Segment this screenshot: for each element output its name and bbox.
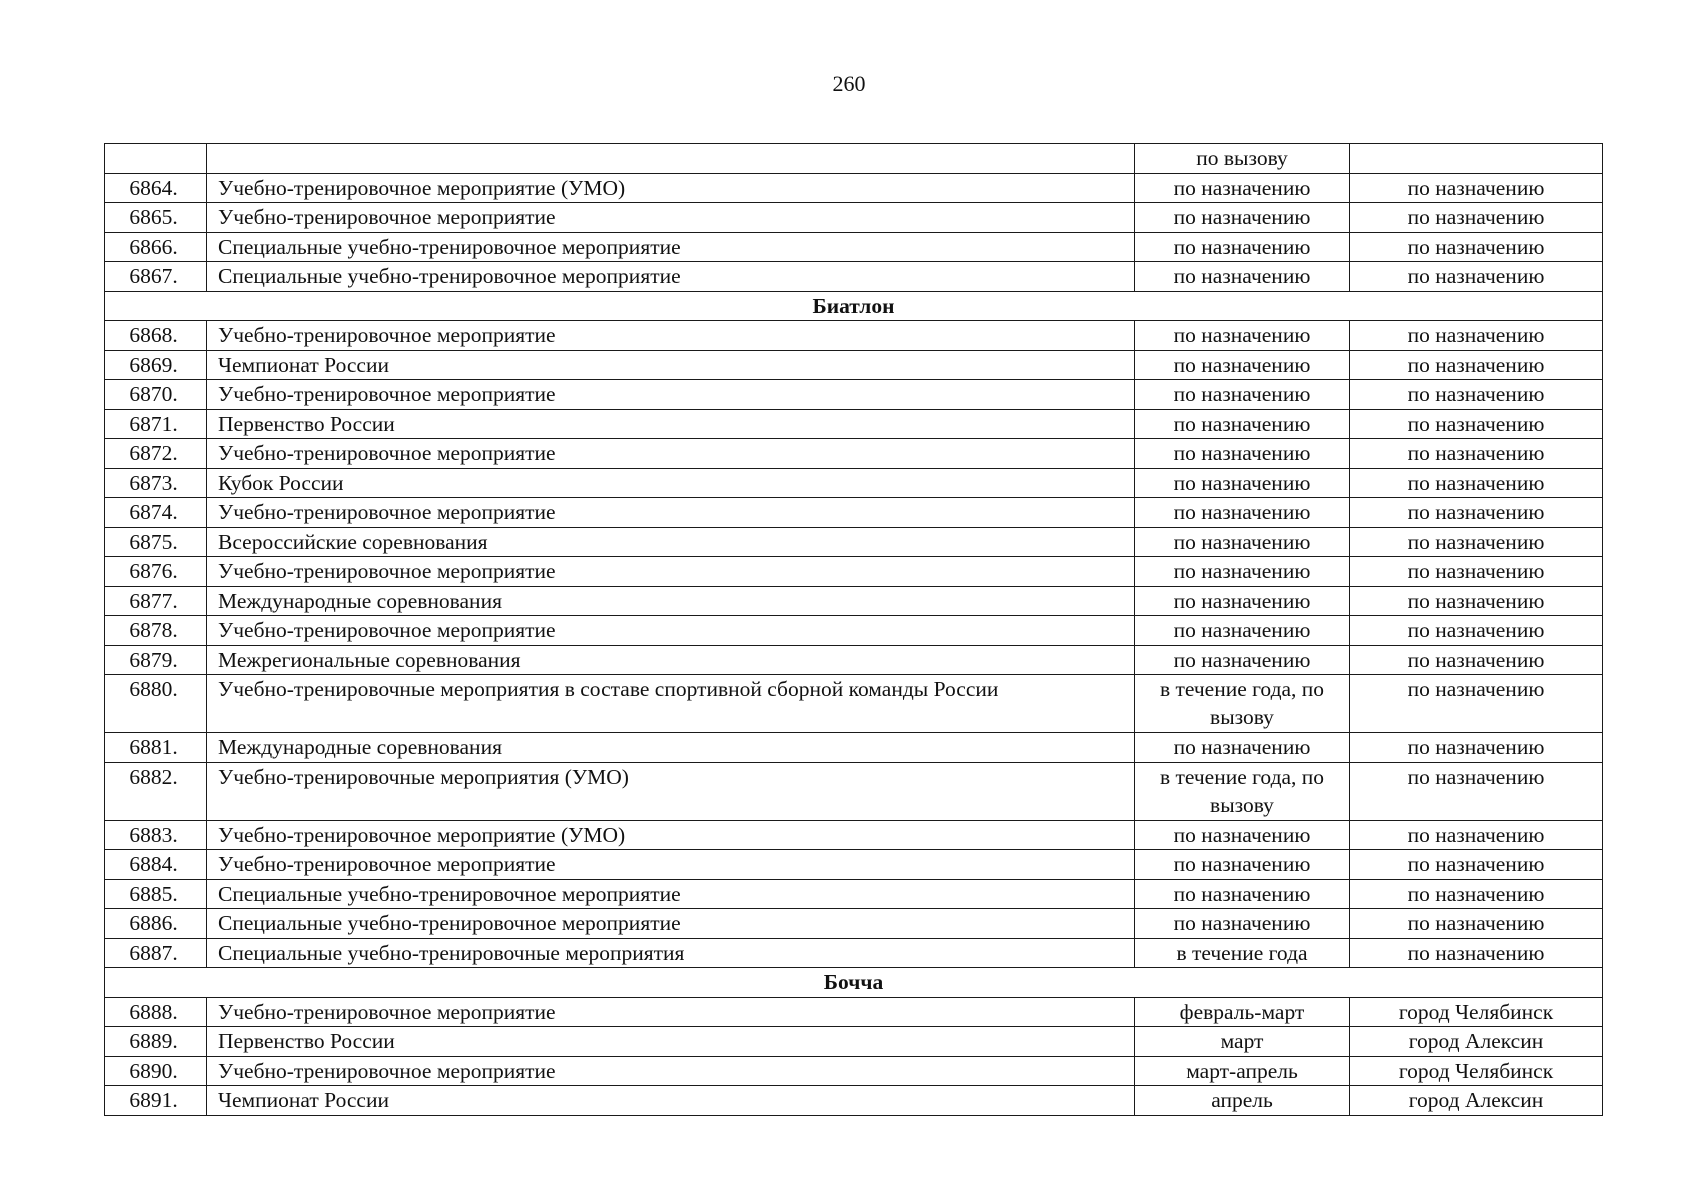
event-number-cell: 6877.: [105, 586, 207, 616]
event-name-cell: Учебно-тренировочное мероприятие: [207, 439, 1135, 469]
table-row: [105, 909, 1603, 939]
table-row: [105, 557, 1603, 587]
event-number-cell: 6872.: [105, 439, 207, 469]
event-name-cell: Учебно-тренировочное мероприятие: [207, 997, 1135, 1027]
event-number-cell: 6873.: [105, 468, 207, 498]
event-place-cell: по назначению: [1350, 879, 1603, 909]
event-place-cell: по назначению: [1350, 203, 1603, 233]
event-place-cell: по назначению: [1350, 439, 1603, 469]
table-row: [105, 439, 1603, 469]
event-number-cell: 6868.: [105, 321, 207, 351]
event-number-cell: 6869.: [105, 350, 207, 380]
event-name-cell: Чемпионат России: [207, 350, 1135, 380]
event-place-cell: по назначению: [1350, 557, 1603, 587]
event-name-cell: Учебно-тренировочные мероприятия в составе спортивной сборной команды России: [207, 675, 1135, 733]
event-name-cell: Учебно-тренировочное мероприятие: [207, 380, 1135, 410]
event-place-cell: по назначению: [1350, 645, 1603, 675]
event-date-cell: февраль-март: [1135, 997, 1350, 1027]
event-name-cell: Учебно-тренировочное мероприятие: [207, 557, 1135, 587]
event-place-cell: по назначению: [1350, 173, 1603, 203]
event-name-cell: Специальные учебно-тренировочное мероприятие: [207, 909, 1135, 939]
table-row: [105, 762, 1603, 820]
event-date-cell: по назначению: [1135, 527, 1350, 557]
section-header-row: [105, 291, 1603, 321]
event-name-cell: Кубок России: [207, 468, 1135, 498]
table-row: [105, 321, 1603, 351]
section-title: Биатлон: [105, 291, 1603, 321]
table-row: [105, 1056, 1603, 1086]
table-row: [105, 616, 1603, 646]
section-header-row: [105, 968, 1603, 998]
table-row: [105, 498, 1603, 528]
event-name-cell: Международные соревнования: [207, 586, 1135, 616]
event-name-cell: Чемпионат России: [207, 1086, 1135, 1116]
event-name-cell: Межрегиональные соревнования: [207, 645, 1135, 675]
table-row: [105, 675, 1603, 733]
event-name-cell: Специальные учебно-тренировочные мероприятия: [207, 938, 1135, 968]
event-place-cell: по назначению: [1350, 262, 1603, 292]
event-place-cell: город Алексин: [1350, 1086, 1603, 1116]
event-date-cell: по назначению: [1135, 586, 1350, 616]
table-row: [105, 144, 1603, 174]
event-place-cell: по назначению: [1350, 380, 1603, 410]
event-name-cell: Специальные учебно-тренировочное мероприятие: [207, 262, 1135, 292]
event-place-cell: по назначению: [1350, 909, 1603, 939]
event-number-cell: 6878.: [105, 616, 207, 646]
event-date-cell: по назначению: [1135, 350, 1350, 380]
event-number-cell: 6875.: [105, 527, 207, 557]
event-name-cell: Учебно-тренировочное мероприятие: [207, 203, 1135, 233]
event-number-cell: 6889.: [105, 1027, 207, 1057]
event-date-cell: по назначению: [1135, 850, 1350, 880]
event-number-cell: 6865.: [105, 203, 207, 233]
event-date-cell: по назначению: [1135, 733, 1350, 763]
event-number-cell: 6864.: [105, 173, 207, 203]
table-row: [105, 527, 1603, 557]
event-number-cell: 6880.: [105, 675, 207, 733]
event-name-cell: Учебно-тренировочные мероприятия (УМО): [207, 762, 1135, 820]
events-table-body: [105, 144, 1603, 1116]
event-number-cell: 6866.: [105, 232, 207, 262]
event-date-cell: по назначению: [1135, 173, 1350, 203]
table-row: [105, 820, 1603, 850]
event-number-cell: 6887.: [105, 938, 207, 968]
event-name-cell: Учебно-тренировочное мероприятие (УМО): [207, 173, 1135, 203]
event-number-cell: [105, 144, 207, 174]
event-place-cell: по назначению: [1350, 468, 1603, 498]
event-place-cell: [1350, 144, 1603, 174]
event-date-cell: по назначению: [1135, 909, 1350, 939]
event-date-cell: по назначению: [1135, 820, 1350, 850]
section-title: Бочча: [105, 968, 1603, 998]
table-row: [105, 645, 1603, 675]
table-row: [105, 468, 1603, 498]
event-place-cell: по назначению: [1350, 616, 1603, 646]
event-name-cell: Специальные учебно-тренировочное мероприятие: [207, 879, 1135, 909]
event-place-cell: по назначению: [1350, 409, 1603, 439]
event-number-cell: 6888.: [105, 997, 207, 1027]
table-row: [105, 586, 1603, 616]
table-row: [105, 1086, 1603, 1116]
event-number-cell: 6882.: [105, 762, 207, 820]
event-date-cell: в течение года, по вызову: [1135, 675, 1350, 733]
events-table: [104, 143, 1603, 1116]
event-name-cell: [207, 144, 1135, 174]
table-row: [105, 232, 1603, 262]
event-date-cell: по назначению: [1135, 232, 1350, 262]
event-date-cell: по назначению: [1135, 498, 1350, 528]
event-number-cell: 6885.: [105, 879, 207, 909]
event-date-cell: в течение года: [1135, 938, 1350, 968]
event-date-cell: по назначению: [1135, 203, 1350, 233]
table-row: [105, 1027, 1603, 1057]
event-place-cell: по назначению: [1350, 938, 1603, 968]
event-date-cell: по назначению: [1135, 321, 1350, 351]
event-name-cell: Первенство России: [207, 1027, 1135, 1057]
event-number-cell: 6870.: [105, 380, 207, 410]
event-name-cell: Учебно-тренировочное мероприятие: [207, 1056, 1135, 1086]
event-date-cell: апрель: [1135, 1086, 1350, 1116]
event-place-cell: по назначению: [1350, 498, 1603, 528]
event-name-cell: Учебно-тренировочное мероприятие: [207, 498, 1135, 528]
event-name-cell: Учебно-тренировочное мероприятие: [207, 616, 1135, 646]
event-date-cell: март-апрель: [1135, 1056, 1350, 1086]
event-place-cell: по назначению: [1350, 586, 1603, 616]
event-place-cell: город Челябинск: [1350, 1056, 1603, 1086]
table-row: [105, 173, 1603, 203]
event-number-cell: 6890.: [105, 1056, 207, 1086]
event-place-cell: город Челябинск: [1350, 997, 1603, 1027]
event-date-cell: по назначению: [1135, 409, 1350, 439]
event-place-cell: по назначению: [1350, 820, 1603, 850]
event-place-cell: по назначению: [1350, 321, 1603, 351]
table-row: [105, 938, 1603, 968]
event-number-cell: 6871.: [105, 409, 207, 439]
event-number-cell: 6874.: [105, 498, 207, 528]
event-number-cell: 6886.: [105, 909, 207, 939]
event-name-cell: Учебно-тренировочное мероприятие: [207, 850, 1135, 880]
event-date-cell: по назначению: [1135, 616, 1350, 646]
table-row: [105, 879, 1603, 909]
event-date-cell: март: [1135, 1027, 1350, 1057]
event-place-cell: город Алексин: [1350, 1027, 1603, 1057]
table-row: [105, 203, 1603, 233]
event-date-cell: по назначению: [1135, 557, 1350, 587]
event-date-cell: по назначению: [1135, 879, 1350, 909]
event-number-cell: 6876.: [105, 557, 207, 587]
event-date-cell: в течение года, по вызову: [1135, 762, 1350, 820]
table-row: [105, 850, 1603, 880]
event-date-cell: по назначению: [1135, 645, 1350, 675]
event-place-cell: по назначению: [1350, 850, 1603, 880]
event-place-cell: по назначению: [1350, 762, 1603, 820]
event-number-cell: 6891.: [105, 1086, 207, 1116]
event-place-cell: по назначению: [1350, 232, 1603, 262]
event-number-cell: 6884.: [105, 850, 207, 880]
event-date-cell: по назначению: [1135, 468, 1350, 498]
event-name-cell: Первенство России: [207, 409, 1135, 439]
event-place-cell: по назначению: [1350, 733, 1603, 763]
table-row: [105, 997, 1603, 1027]
event-date-cell: по назначению: [1135, 262, 1350, 292]
table-row: [105, 262, 1603, 292]
event-date-cell: по вызову: [1135, 144, 1350, 174]
event-date-cell: по назначению: [1135, 439, 1350, 469]
event-number-cell: 6867.: [105, 262, 207, 292]
table-row: [105, 409, 1603, 439]
event-name-cell: Международные соревнования: [207, 733, 1135, 763]
event-name-cell: Всероссийские соревнования: [207, 527, 1135, 557]
event-number-cell: 6879.: [105, 645, 207, 675]
page-number: 260: [832, 71, 866, 96]
table-row: [105, 380, 1603, 410]
event-number-cell: 6881.: [105, 733, 207, 763]
event-place-cell: по назначению: [1350, 675, 1603, 733]
event-place-cell: по назначению: [1350, 350, 1603, 380]
event-number-cell: 6883.: [105, 820, 207, 850]
event-name-cell: Учебно-тренировочное мероприятие: [207, 321, 1135, 351]
event-place-cell: по назначению: [1350, 527, 1603, 557]
event-name-cell: Специальные учебно-тренировочное мероприятие: [207, 232, 1135, 262]
table-row: [105, 350, 1603, 380]
event-date-cell: по назначению: [1135, 380, 1350, 410]
event-name-cell: Учебно-тренировочное мероприятие (УМО): [207, 820, 1135, 850]
table-row: [105, 733, 1603, 763]
